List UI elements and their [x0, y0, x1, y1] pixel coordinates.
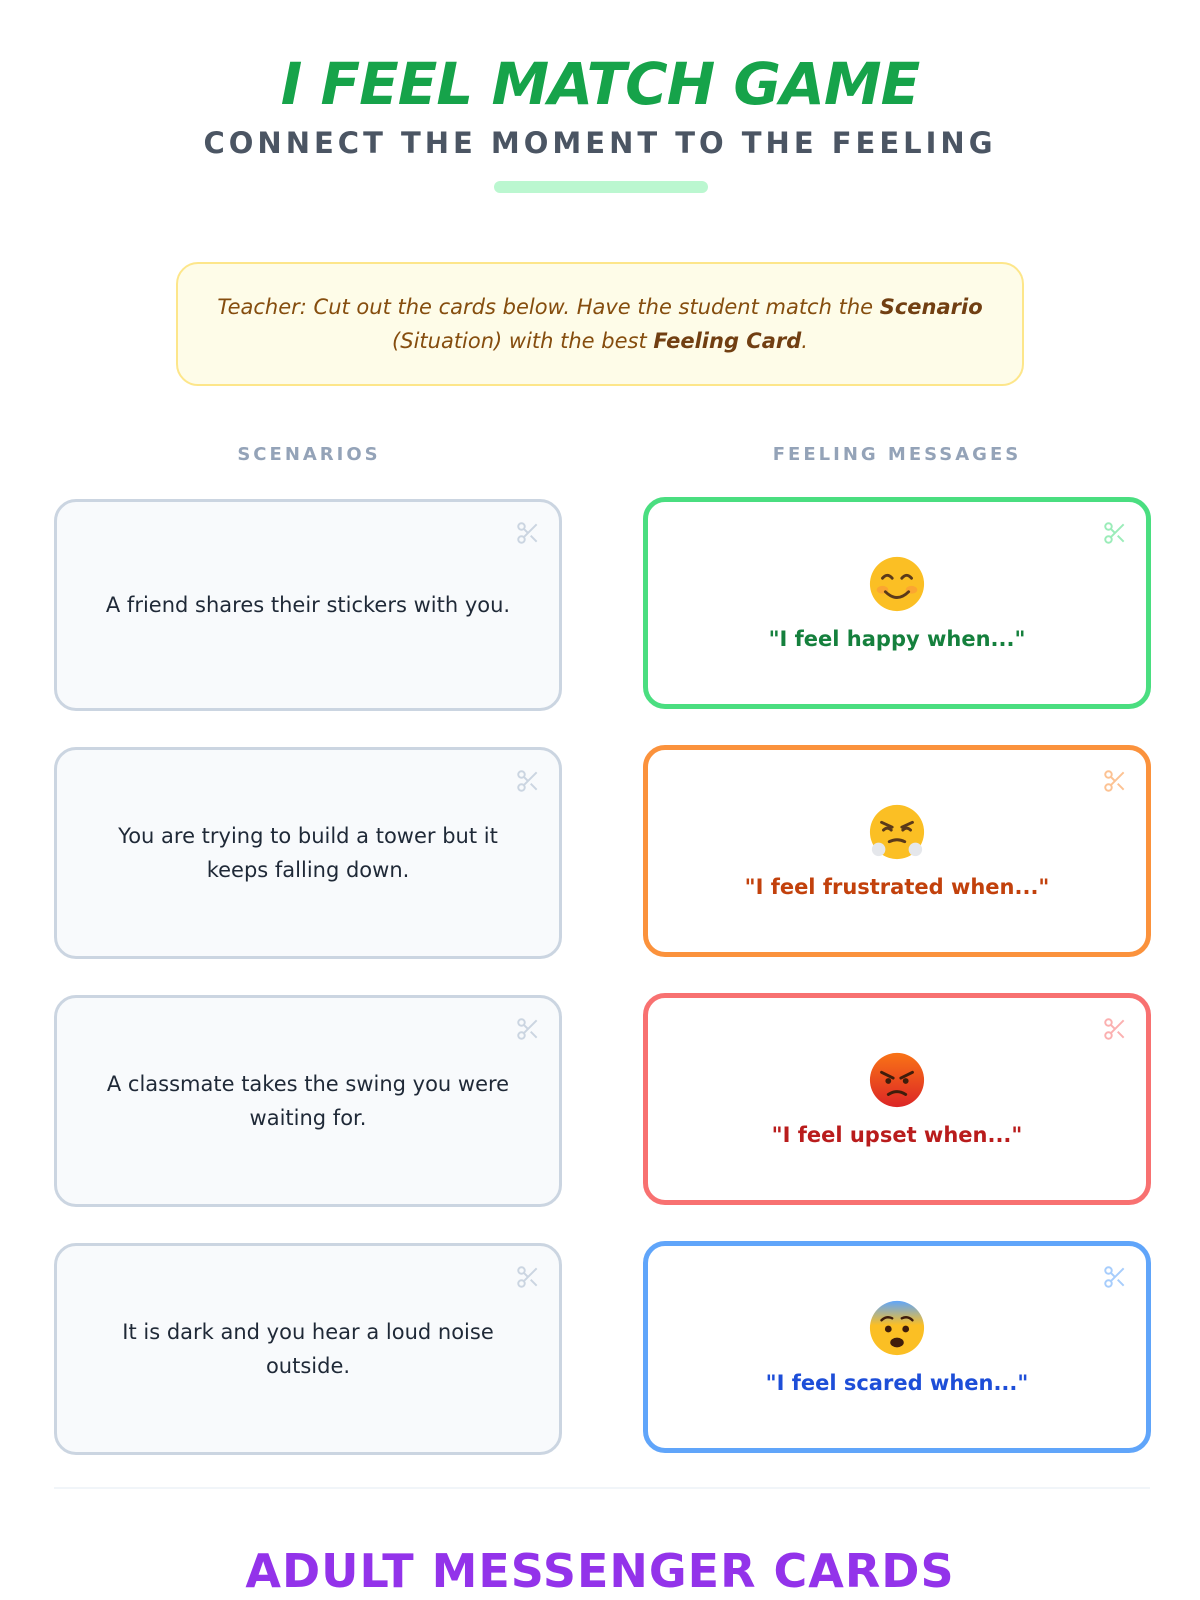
feeling-text: "I feel upset when..." — [771, 1123, 1023, 1147]
scenario-card[interactable] — [54, 995, 562, 1207]
feeling-text: "I feel frustrated when..." — [744, 875, 1050, 899]
scenario-card[interactable] — [54, 747, 562, 959]
scissors-icon — [1102, 768, 1128, 794]
note-text-3: . — [801, 329, 808, 353]
feeling-card-scared[interactable] — [643, 1241, 1151, 1453]
scenario-text: It is dark and you hear a loud noise outside. — [122, 1320, 494, 1378]
page-title: I FEEL MATCH GAME — [280, 50, 920, 118]
title-underline — [494, 181, 708, 193]
scenario-card[interactable] — [54, 1243, 562, 1455]
fearful-face-icon — [868, 1299, 926, 1357]
scissors-icon — [515, 768, 541, 794]
teacher-note — [176, 262, 1024, 386]
face-with-steam-icon — [868, 803, 926, 861]
feeling-card-frustrated[interactable] — [643, 745, 1151, 957]
note-text-2: (Situation) with the best — [392, 329, 654, 353]
scenario-text: A friend shares their stickers with you. — [105, 593, 511, 617]
feeling-card-happy[interactable] — [643, 497, 1151, 709]
feeling-card-upset[interactable] — [643, 993, 1151, 1205]
scissors-icon — [515, 1016, 541, 1042]
note-bold-feeling-card: Feeling Card — [653, 329, 802, 353]
section-divider — [54, 1487, 1150, 1489]
page-subtitle: CONNECT THE MOMENT TO THE FEELING — [203, 126, 997, 160]
scenario-text: A classmate takes the swing you were waiting for. — [106, 1072, 510, 1130]
scissors-icon — [515, 520, 541, 546]
note-bold-scenario: Scenario — [879, 295, 983, 319]
note-text-1: Teacher: Cut out the cards below. Have the student match the — [217, 295, 880, 319]
scenarios-heading: SCENARIOS — [237, 444, 381, 465]
section-title: ADULT MESSENGER CARDS — [245, 1544, 955, 1598]
scenario-card[interactable] — [54, 499, 562, 711]
scissors-icon — [1102, 1016, 1128, 1042]
smiling-face-icon — [868, 555, 926, 613]
feeling-text: "I feel happy when..." — [768, 627, 1026, 651]
feeling-messages-heading: FEELING MESSAGES — [772, 444, 1022, 465]
angry-face-icon — [868, 1051, 926, 1109]
scissors-icon — [1102, 1264, 1128, 1290]
scissors-icon — [1102, 520, 1128, 546]
feeling-text: "I feel scared when..." — [765, 1371, 1029, 1395]
scissors-icon — [515, 1264, 541, 1290]
scenario-text: You are trying to build a tower but it keeps falling down. — [118, 824, 498, 882]
teacher-note-text — [208, 290, 992, 358]
